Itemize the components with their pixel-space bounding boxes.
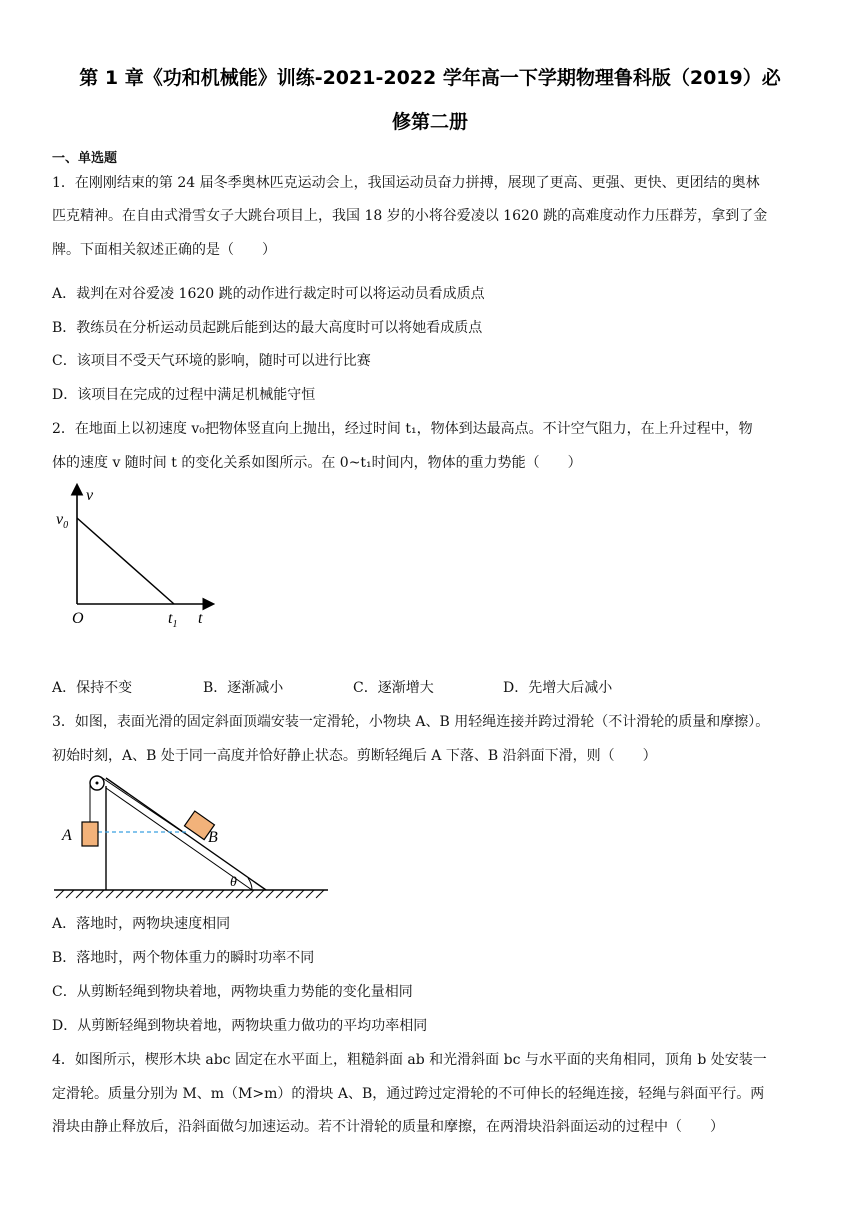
q3-text-line-1: 3．如图，表面光滑的固定斜面顶端安装一定滑轮，小物块 A、B 用轻绳连接并跨过滑轮（不计滑轮的质量和摩擦）。	[52, 714, 770, 730]
page-title-line-2: 修第二册	[391, 111, 468, 133]
section-heading: 一、单选题	[52, 151, 118, 166]
q2-text-line-1: 2．在地面上以初速度 v₀把物体竖直向上抛出，经过时间 t₁，物体到达最高点。不计空气阻力，在上升过程中，物	[52, 421, 753, 437]
q1-text-line-3: 牌。下面相关叙述正确的是（ ）	[52, 242, 276, 258]
q1-option-b: B．教练员在分析运动员起跳后能到达的最大高度时可以将她看成质点	[52, 320, 483, 336]
origin-label: O	[72, 610, 84, 627]
velocity-time-graph	[50, 480, 230, 630]
q1-option-a: A．裁判在对谷爱凌 1620 跳的动作进行裁定时可以将运动员看成质点	[52, 286, 485, 302]
v-axis-label: v	[86, 487, 94, 504]
q2-text-line-2: 体的速度 v 随时间 t 的变化关系如图所示。在 0~t₁时间内，物体的重力势能（ ）	[52, 455, 582, 471]
q3-option-c: C．从剪断轻绳到物块着地，两物块重力势能的变化量相同	[52, 984, 413, 1000]
v0-label: $v_0$	[56, 511, 69, 531]
incline-pulley-diagram	[52, 774, 332, 900]
label-theta: θ	[230, 875, 237, 890]
q1-option-c: C．该项目不受天气环境的影响，随时可以进行比赛	[52, 353, 371, 369]
incline-surface	[106, 778, 266, 890]
q1-text-line-1: 1．在刚刚结束的第 24 届冬季奥林匹克运动会上，我国运动员奋力拼搏，展现了更高、更强、更快、更团结的奥林	[52, 175, 760, 191]
block-a	[82, 822, 98, 846]
q4-text-line-1: 4．如图所示，楔形木块 abc 固定在水平面上，粗糙斜面 ab 和光滑斜面 bc 与水平面的夹角相同，顶角 b 处安装一	[52, 1052, 767, 1068]
velocity-line	[77, 518, 174, 604]
q2-option-b: B．逐渐减小	[203, 680, 284, 696]
q4-text-line-3: 滑块由静止释放后，沿斜面做匀加速运动。若不计滑轮的质量和摩擦，在两滑块沿斜面运动的过程中（ ）	[52, 1119, 724, 1135]
label-b: B	[208, 829, 218, 846]
t1-label: $t_1$	[168, 610, 178, 630]
q1-text-line-2: 匹克精神。在自由式滑雪女子大跳台项目上，我国 18 岁的小将谷爱凌以 1620 跳的高难度动作力压群芳，拿到了金	[52, 208, 768, 224]
label-a: A	[62, 827, 72, 844]
q3-text-line-2: 初始时刻，A、B 处于同一高度并恰好静止状态。剪断轻绳后 A 下落、B 沿斜面下滑，则（ ）	[52, 748, 657, 764]
pulley-axle	[96, 782, 99, 785]
page-title-line-1: 第 1 章《功和机械能》训练-2021-2022 学年高一下学期物理鲁科版（2019）必	[79, 67, 781, 89]
q1-option-d: D．该项目在完成的过程中满足机械能守恒	[52, 387, 316, 403]
t-axis-label: t	[198, 610, 203, 627]
q4-text-line-2: 定滑轮。质量分别为 M、m（M>m）的滑块 A、B，通过跨过定滑轮的不可伸长的轻绳连接，轻绳与斜面平行。两	[52, 1086, 765, 1102]
q3-option-d: D．从剪断轻绳到物块着地，两物块重力做功的平均功率相同	[52, 1018, 428, 1034]
q2-option-a: A．保持不变	[52, 680, 133, 696]
q3-option-a: A．落地时，两物块速度相同	[52, 916, 231, 932]
ground-hatching	[56, 890, 324, 898]
q2-option-d: D．先增大后减小	[503, 680, 613, 696]
q3-option-b: B．落地时，两个物体重力的瞬时功率不同	[52, 950, 315, 966]
rope-to-b	[101, 777, 184, 833]
q2-option-c: C．逐渐增大	[353, 680, 434, 696]
